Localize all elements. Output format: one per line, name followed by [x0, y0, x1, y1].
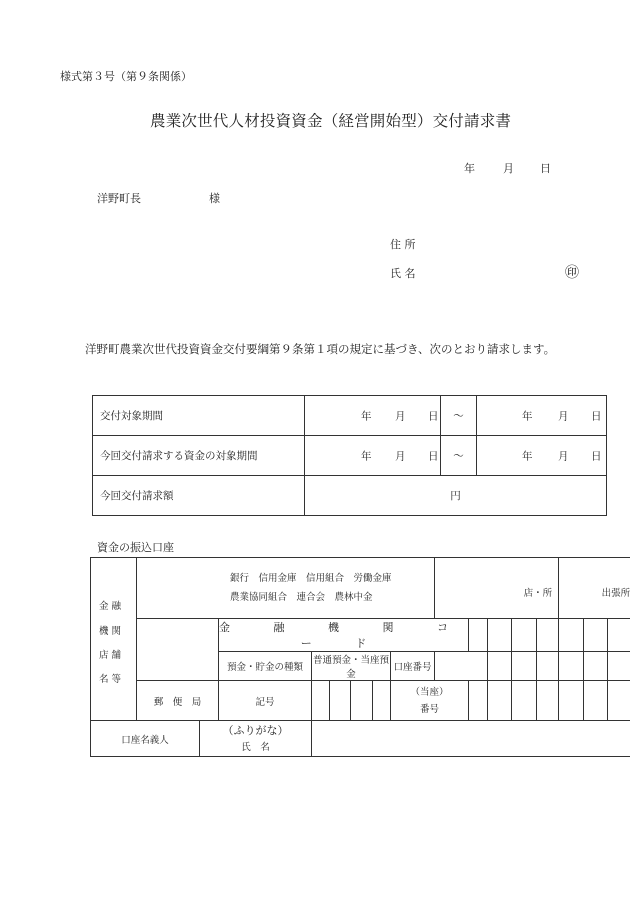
address-label: 住 所 [390, 238, 416, 251]
request-statement: 洋野町農業次世代投資資金交付要綱第９条第１項の規定に基づき、次のとおり請求します。 [85, 342, 556, 356]
branch-shop-cell[interactable] [435, 558, 559, 619]
request-period-label: 今回交付請求する資金の対象期間 [93, 436, 305, 476]
period-label: 交付対象期間 [93, 396, 305, 436]
tilde: ～ [441, 436, 477, 476]
post-office-label: 郵 便 局 [137, 681, 219, 721]
furigana-name-label [200, 721, 312, 757]
tilde: ～ [441, 396, 477, 436]
bank-label-2: 機 関 [99, 626, 122, 637]
number-digit[interactable] [469, 681, 488, 721]
account-digit[interactable] [537, 652, 559, 681]
table-row [91, 681, 630, 721]
current-paren: （当座） [410, 686, 449, 698]
account-digit[interactable] [608, 652, 630, 681]
month-unit: 月 [395, 410, 406, 422]
deposit-kind-label: 預金・貯金の種類 [219, 652, 312, 681]
day-unit: 日 [540, 162, 551, 175]
blank-cell [137, 619, 219, 652]
number-digit[interactable] [608, 681, 630, 721]
amount-label: 今回交付請求額 [93, 476, 305, 516]
bank-label-4: 名 等 [99, 674, 122, 685]
number-digit[interactable] [537, 681, 559, 721]
seal-mark: ㊞ [565, 265, 579, 281]
name-label: 氏 名 [390, 267, 416, 280]
current-number-label [391, 681, 469, 721]
bank-type-options[interactable] [137, 558, 435, 619]
bank-left-cell [91, 558, 137, 721]
period-end-field[interactable] [477, 396, 607, 436]
symbol-digit[interactable] [351, 681, 373, 721]
symbol-digit[interactable] [312, 681, 330, 721]
furigana-label: （ふりがな） [222, 723, 289, 737]
bank-label-3: 店 舗 [99, 650, 122, 661]
day-unit: 日 [428, 450, 439, 462]
period-table [92, 395, 607, 516]
addressee-honorific: 様 [209, 192, 220, 205]
table-row [91, 721, 630, 757]
account-holder-label: 口座名義人 [91, 721, 200, 757]
code-digit[interactable] [469, 619, 488, 652]
account-digit[interactable] [512, 652, 537, 681]
bank-label-1: 金 融 [99, 601, 122, 612]
bank-section-title: 資金の振込口座 [97, 541, 174, 554]
bank-account-table [90, 557, 630, 757]
year-unit: 年 [361, 450, 372, 462]
account-digit[interactable] [435, 652, 488, 681]
table-row [93, 396, 607, 436]
code-digit[interactable] [584, 619, 608, 652]
account-number-label: 口座番号 [391, 652, 435, 681]
year-unit: 年 [522, 450, 533, 462]
period-start-field[interactable] [305, 396, 441, 436]
month-unit: 月 [558, 410, 569, 422]
page-title: 農業次世代人材投資資金（経営開始型）交付請求書 [150, 112, 512, 130]
number-digit[interactable] [488, 681, 512, 721]
number-digit[interactable] [559, 681, 584, 721]
day-unit: 日 [428, 410, 439, 422]
month-unit: 月 [503, 162, 514, 175]
table-row [91, 619, 630, 652]
account-digit[interactable] [488, 652, 512, 681]
bank-types-line-1: 銀行 信用金庫 信用組合 労働金庫 [230, 573, 392, 584]
number-digit[interactable] [512, 681, 537, 721]
deposit-kind-options[interactable]: 普通預金・当座預金 [312, 652, 391, 681]
account-digit[interactable] [559, 652, 584, 681]
table-row [93, 476, 607, 516]
symbol-digit[interactable] [330, 681, 351, 721]
symbol-digit[interactable] [373, 681, 391, 721]
number-digit[interactable] [584, 681, 608, 721]
table-row [91, 652, 630, 681]
code-digit[interactable] [608, 619, 630, 652]
addressee-name: 洋野町長 [97, 192, 141, 205]
bank-code-label: 金 融 機 関 コ ー ド [219, 619, 469, 652]
day-unit: 日 [591, 410, 602, 422]
code-digit[interactable] [488, 619, 512, 652]
year-unit: 年 [522, 410, 533, 422]
bank-types-line-2: 農業協同組合 連合会 農林中金 [230, 592, 373, 603]
table-row [91, 558, 630, 619]
request-period-end-field[interactable] [477, 436, 607, 476]
year-unit: 年 [464, 162, 475, 175]
table-row [93, 436, 607, 476]
yen-unit: 円 [450, 490, 461, 502]
year-unit: 年 [361, 410, 372, 422]
branch-shop-label: 店・所 [523, 588, 553, 599]
blank-cell [137, 652, 219, 681]
branch-office-cell[interactable] [559, 558, 630, 619]
code-digit[interactable] [559, 619, 584, 652]
month-unit: 月 [395, 450, 406, 462]
account-holder-field[interactable] [312, 721, 630, 757]
holder-name-label: 氏 名 [241, 741, 270, 753]
code-digit[interactable] [512, 619, 537, 652]
day-unit: 日 [591, 450, 602, 462]
code-digit[interactable] [537, 619, 559, 652]
branch-office-label: 出張所 [601, 588, 630, 599]
symbol-label: 記号 [219, 681, 312, 721]
request-period-start-field[interactable] [305, 436, 441, 476]
account-digit[interactable] [584, 652, 608, 681]
amount-field[interactable] [305, 476, 607, 516]
number-label: 番号 [420, 703, 440, 715]
form-number: 様式第３号（第９条関係） [60, 70, 192, 83]
month-unit: 月 [558, 450, 569, 462]
